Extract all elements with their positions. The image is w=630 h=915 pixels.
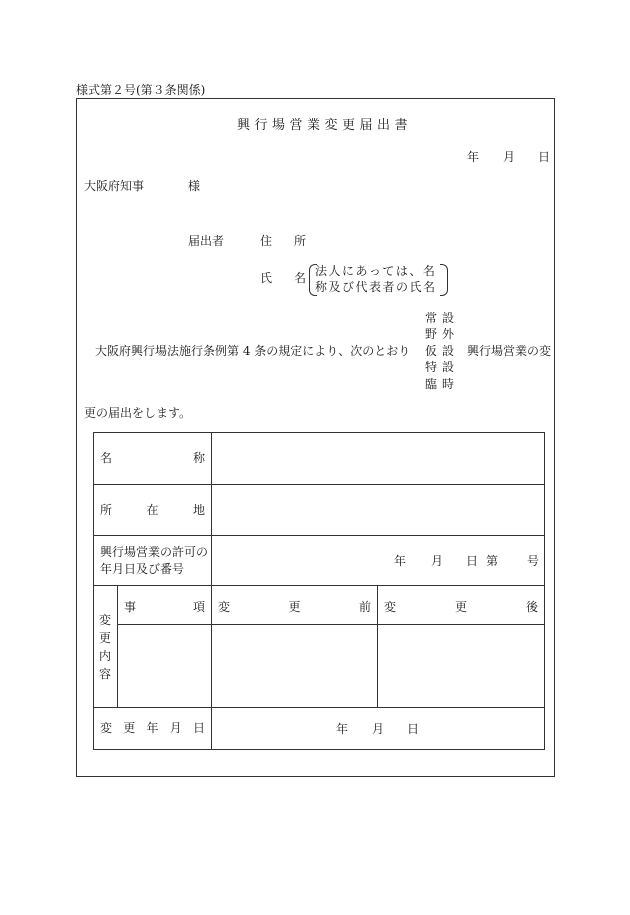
change-date-char4: 月	[169, 721, 182, 736]
location-field-label	[94, 502, 211, 518]
after-input-cell[interactable]	[378, 625, 545, 708]
addressee-name: 大阪府知事	[84, 179, 145, 193]
change-date-char3: 年	[146, 721, 159, 736]
name-label-cell	[94, 433, 212, 485]
location-label-cell	[94, 485, 212, 536]
change-date-day: 日	[407, 722, 420, 736]
body-text-after: 興行場営業の変	[467, 344, 552, 358]
before-header-cell	[212, 586, 378, 625]
name-note-line1: 法人にあっては、名	[315, 264, 437, 278]
permit-day: 日	[466, 554, 479, 568]
change-date-label-cell	[94, 708, 212, 750]
item-header-char2: 項	[192, 600, 205, 614]
location-label-char3: 地	[192, 502, 205, 517]
form-title: 興行場営業変更届出書	[237, 118, 413, 133]
change-date-label	[94, 720, 211, 736]
permit-label-cell	[94, 536, 212, 586]
permit-month: 月	[431, 554, 444, 568]
date-year-label: 年	[467, 150, 480, 164]
name-input-cell[interactable]	[212, 433, 545, 485]
change-date-year: 年	[336, 722, 349, 736]
change-section-char2: 更	[98, 630, 111, 645]
name-note-line2: 称及び代表者の氏名	[315, 280, 437, 294]
facility-type-outdoor: 野外	[425, 327, 460, 341]
change-date-char2: 更	[123, 721, 136, 736]
item-header	[118, 599, 211, 615]
after-header	[378, 599, 544, 615]
change-section-char4: 容	[98, 666, 111, 681]
address-label: 住所	[260, 234, 329, 248]
change-section-char3: 内	[98, 648, 111, 663]
change-detail-table	[93, 432, 545, 750]
before-header-char1: 変	[218, 600, 231, 614]
change-date-char5: 日	[192, 721, 205, 736]
change-section-cell	[94, 586, 118, 708]
after-header-char2: 更	[454, 600, 467, 614]
location-label-char1: 所	[100, 502, 113, 517]
location-label-char2: 在	[146, 502, 159, 517]
change-date-value-cell[interactable]	[212, 708, 545, 750]
before-header-char2: 更	[288, 600, 301, 614]
body-text-before: 大阪府興行場法施行条例第 4 条の規定により、次のとおり	[95, 344, 411, 358]
after-header-char1: 変	[384, 600, 397, 614]
before-input-cell[interactable]	[212, 625, 378, 708]
applicant-label: 届出者	[188, 234, 225, 248]
facility-type-special: 特設	[425, 360, 460, 374]
form-number: 様式第２号(第３条関係)	[76, 83, 206, 97]
permit-year: 年	[394, 554, 407, 568]
item-header-cell	[118, 586, 212, 625]
change-section-label	[94, 611, 116, 683]
facility-type-occasional: 臨時	[425, 377, 460, 391]
before-header	[212, 599, 377, 615]
permit-label-line1: 興行場営業の許可の	[100, 545, 209, 560]
change-date-month: 月	[372, 722, 385, 736]
date-day-label: 日	[538, 150, 551, 164]
permit-label-line2: 年月日及び番号	[100, 561, 185, 576]
date-month-label: 月	[503, 150, 516, 164]
name-label-char2: 称	[192, 451, 205, 466]
item-header-char1: 事	[124, 600, 137, 614]
location-input-cell[interactable]	[212, 485, 545, 536]
note-bracket-right	[440, 264, 448, 296]
name-label-char1: 名	[100, 451, 113, 466]
body-continuation: 更の届出をします。	[84, 406, 192, 420]
permit-value-cell[interactable]	[212, 536, 545, 586]
before-header-char3: 前	[358, 600, 371, 614]
change-date-char1: 変	[100, 721, 113, 736]
permit-number-suffix: 号	[527, 554, 540, 568]
after-header-cell	[378, 586, 545, 625]
item-input-cell[interactable]	[118, 625, 212, 708]
name-field-label	[94, 450, 211, 466]
facility-type-permanent: 常設	[425, 311, 460, 325]
change-section-char1: 変	[98, 612, 111, 627]
after-header-char3: 後	[525, 600, 538, 614]
permit-number-prefix: 第	[486, 554, 499, 568]
facility-type-temporary: 仮設	[425, 344, 460, 358]
name-label: 氏名	[260, 271, 329, 285]
addressee-honorific: 様	[188, 179, 201, 193]
